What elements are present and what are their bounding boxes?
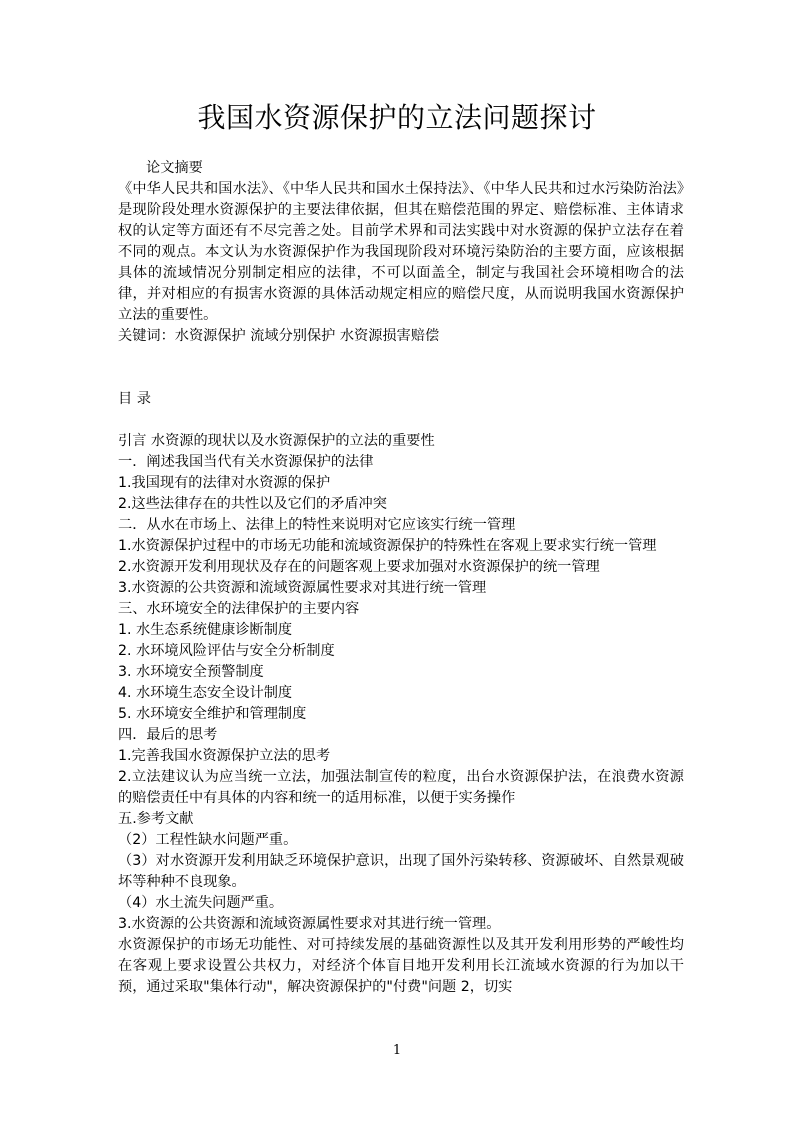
spacer: [118, 347, 684, 389]
toc-line: 4. 水环境生态安全设计制度: [118, 685, 293, 701]
toc-line: 3. 水环境安全预警制度: [118, 664, 264, 680]
toc-line: 2.水资源开发利用现状及存在的问题客观上要求加强对水资源保护的统一管理: [118, 559, 600, 575]
toc-line: 3.水资源的公共资源和流域资源属性要求对其进行统一管理: [118, 580, 487, 596]
toc-line: 2.立法建议认为应当统一立法，加强法制宣传的粒度，出台水资源保护法，在浪费水资源的赔偿责任中有具体的内容和统一的适用标准，以便于实务操作: [118, 769, 684, 806]
toc-line: 引言 水资源的现状以及水资源保护的立法的重要性: [118, 433, 435, 449]
toc-line: 1. 水生态系统健康诊断制度: [118, 622, 293, 638]
page-title: 我国水资源保护的立法问题探讨: [197, 101, 597, 134]
toc-line: 二．从水在市场上、法律上的特性来说明对它应该实行统一管理: [118, 517, 516, 533]
spacer: [118, 410, 684, 431]
toc-line: 3.水资源的公共资源和流域资源属性要求对其进行统一管理。: [118, 916, 501, 932]
toc-list: [118, 431, 684, 998]
toc-line: 1.水资源保护过程中的市场无功能和流域资源保护的特殊性在客观上要求实行统一管理: [118, 538, 657, 554]
toc-line: 1.我国现有的法律对水资源的保护: [118, 475, 331, 491]
abstract-label: 论文摘要: [146, 160, 203, 176]
toc-line: 五.参考文献: [118, 811, 194, 827]
toc-line: 一．阐述我国当代有关水资源保护的法律: [118, 454, 374, 470]
toc-line: 2.这些法律存在的共性以及它们的矛盾冲突: [118, 496, 387, 512]
toc-line: 三、水环境安全的法律保护的主要内容: [118, 601, 360, 617]
toc-line: 1.完善我国水资源保护立法的思考: [118, 748, 331, 764]
abstract-text: 《中华人民共和国水法》、《中华人民共和国水土保持法》、《中华人民共和过水污染防治法》是现阶段处理水资源保护的主要法律依据，但其在赔偿范围的界定、赔偿标准、主体请求权的认定等方面还有不尽完善之处。目前学术界和司法实践中对水资源的保护立法存在着不同的观点。本文认为水资源保护作为我国现阶段对环境污染防治的主要方面，应该根据具体的流域情况分别制定相应的法律，不可以面盖全，制定与我国社会环境相吻合的法律，并对相应的有损害水资源的具体活动规定相应的赔偿尺度，从而说明我国水资源保护立法的重要性。: [118, 181, 684, 323]
page-number: 1: [392, 1043, 402, 1058]
toc-line: 水资源保护的市场无功能性、对可持续发展的基础资源性以及其开发利用形势的严峻性均在客观上要求设置公共权力，对经济个体盲目地开发利用长江流域水资源的行为加以干预，通过采取"集体行动"，解决资源保护的"付费"问题 2，切实: [118, 937, 684, 995]
toc-line: 2. 水环境风险评估与安全分析制度: [118, 643, 335, 659]
toc-line: （4）水土流失问题严重。: [118, 895, 284, 911]
toc-line: （3）对水资源开发利用缺乏环境保护意识，出现了国外污染转移、资源破坏、自然景观破坏等种种不良现象。: [118, 853, 684, 890]
document-body: [118, 158, 684, 998]
toc-line: （2）工程性缺水问题严重。: [118, 832, 298, 848]
toc-line: 5. 水环境安全维护和管理制度: [118, 706, 307, 722]
toc-line: 四．最后的思考: [118, 727, 218, 743]
keywords-line: 关键词：水资源保护 流域分别保护 水资源损害赔偿: [118, 328, 440, 344]
toc-heading: 目 录: [118, 391, 151, 407]
